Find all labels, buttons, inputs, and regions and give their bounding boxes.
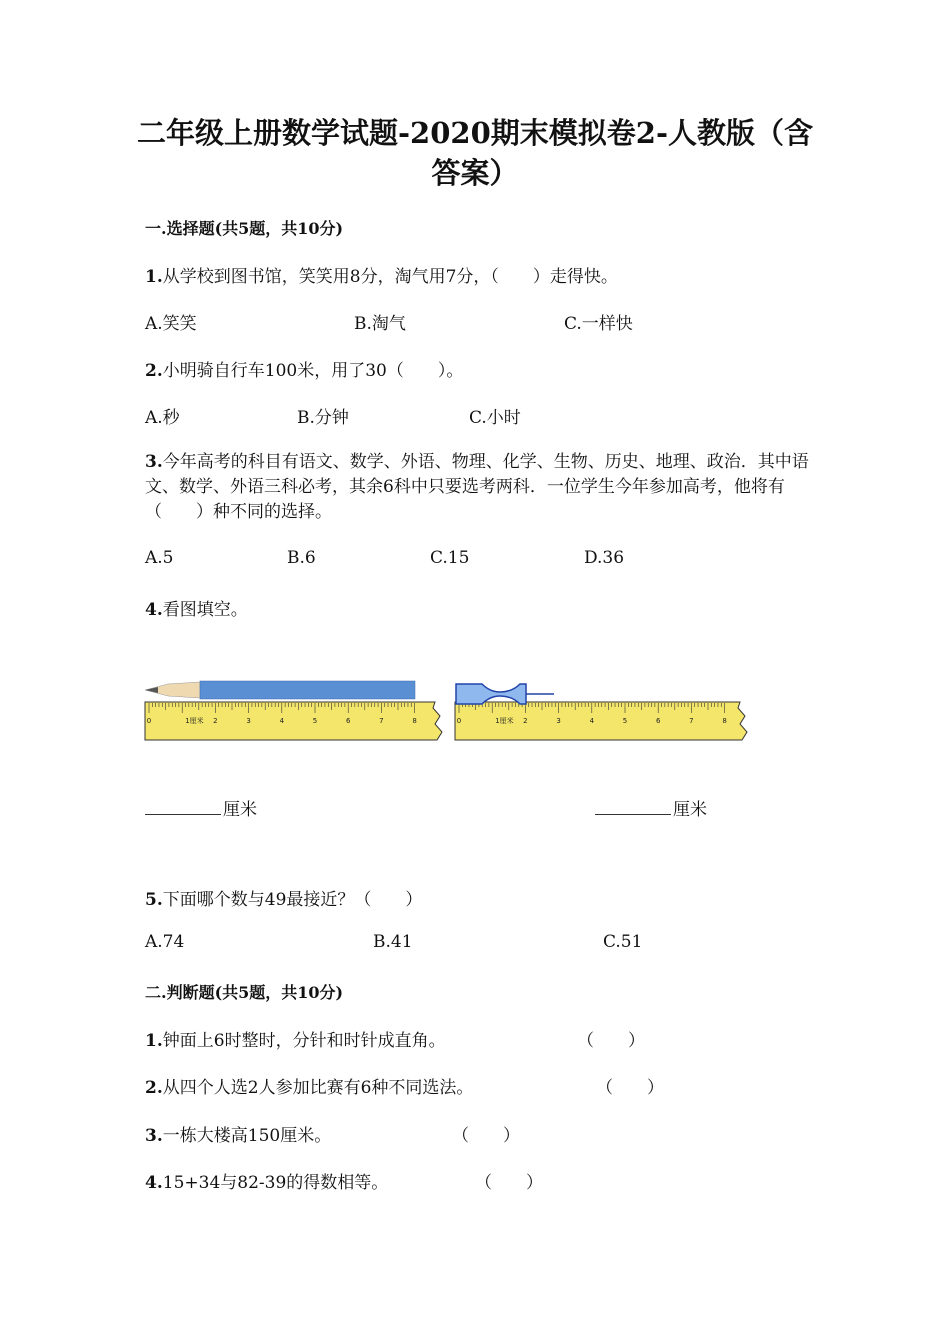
option-a: A.笑笑 <box>145 314 197 334</box>
ruler-tick-label: 5 <box>312 717 318 725</box>
question-1 <box>145 262 618 287</box>
ruler-tick-label: 4 <box>589 717 595 725</box>
option-c: C.一样快 <box>564 314 633 334</box>
judge-item-4 <box>145 1168 388 1193</box>
judge-item-3 <box>145 1121 331 1146</box>
question-4 <box>145 595 248 620</box>
option-c: C.15 <box>430 548 470 568</box>
option-c: C.小时 <box>469 408 521 428</box>
question-3 <box>145 450 810 525</box>
question-number: 5. <box>145 890 163 910</box>
ruler-figure <box>140 672 760 752</box>
option-d: D.36 <box>584 548 625 568</box>
title-line-1: 二年级上册数学试题-2020期末模拟卷2-人教版（含 <box>137 116 813 150</box>
answer-paren[interactable]: （ ） <box>452 1126 520 1146</box>
ruler-tick-label: 6 <box>345 717 351 725</box>
option-b: B.6 <box>287 548 316 568</box>
question-text: 看图填空。 <box>162 600 248 620</box>
question-number: 4. <box>145 1173 163 1193</box>
judge-item-1 <box>145 1026 446 1051</box>
option-c: C.51 <box>603 932 643 952</box>
option-b: B.41 <box>373 932 413 952</box>
ruler-tick-label: 8 <box>412 717 417 725</box>
ruler-tick-label: 7 <box>689 717 694 725</box>
blank-line[interactable] <box>145 798 221 815</box>
question-number: 2. <box>145 1078 163 1098</box>
ruler-tick-label: 6 <box>655 717 661 725</box>
ruler-tick-label: 3 <box>246 717 251 725</box>
question-number: 1. <box>145 1031 163 1051</box>
eraser-image <box>456 684 554 704</box>
ruler-tick-label: 0 <box>456 717 462 725</box>
pencil-image <box>145 681 415 699</box>
option-b: B.分钟 <box>297 408 349 428</box>
ruler-tick-label: 7 <box>379 717 384 725</box>
ruler-tick-label: 5 <box>622 717 628 725</box>
judge-item-2 <box>145 1073 473 1098</box>
unit-label: 厘米 <box>673 800 707 820</box>
question-text: 从学校到图书馆，笑笑用8分，淘气用7分，（ ）走得快。 <box>162 267 618 287</box>
question-text: 钟面上6时整时，分针和时针成直角。 <box>162 1031 446 1051</box>
ruler-tick-label: 8 <box>722 717 727 725</box>
ruler-tick-label: 1厘米 <box>495 717 514 725</box>
question-2 <box>145 356 463 381</box>
answer-paren[interactable]: （ ） <box>475 1173 543 1193</box>
right-ruler <box>455 702 747 740</box>
left-ruler <box>145 702 442 740</box>
question-text: 今年高考的科目有语文、数学、外语、物理、化学、生物、历史、地理、政治．其中语文、数学、外语三科必考，其余6科中只要选考两科．一位学生今年参加高考，他将有（ ）种不同的选择。 <box>145 452 809 522</box>
page-title <box>0 113 950 193</box>
section-1-heading: 一.选择题(共5题，共10分) <box>145 219 344 238</box>
ruler-tick-label: 3 <box>556 717 561 725</box>
question-number: 3. <box>145 452 163 472</box>
section-2-heading: 二.判断题(共5题，共10分) <box>145 983 344 1002</box>
ruler-tick-label: 4 <box>279 717 285 725</box>
question-text: 从四个人选2人参加比赛有6种不同选法。 <box>162 1078 474 1098</box>
ruler-tick-label: 2 <box>213 717 218 725</box>
question-text: 小明骑自行车100米，用了30（ ）。 <box>162 361 464 381</box>
question-number: 4. <box>145 600 163 620</box>
option-a: A.秒 <box>145 408 180 428</box>
question-text: 下面哪个数与49最接近？（ ） <box>162 890 423 910</box>
option-a: A.5 <box>145 548 174 568</box>
question-number: 1. <box>145 267 163 287</box>
ruler-tick-label: 0 <box>146 717 152 725</box>
question-5 <box>145 885 422 910</box>
question-text: 一栋大楼高150厘米。 <box>162 1126 332 1146</box>
question-number: 2. <box>145 361 163 381</box>
option-a: A.74 <box>145 932 185 952</box>
answer-blank-right <box>595 795 707 820</box>
ruler-tick-label: 2 <box>523 717 528 725</box>
ruler-tick-label: 1厘米 <box>185 717 204 725</box>
option-b: B.淘气 <box>354 314 406 334</box>
answer-blank-left <box>145 795 257 820</box>
unit-label: 厘米 <box>223 800 257 820</box>
title-line-2: 答案） <box>431 156 519 190</box>
answer-paren[interactable]: （ ） <box>596 1078 664 1098</box>
question-text: 15+34与82-39的得数相等。 <box>162 1173 389 1193</box>
question-number: 3. <box>145 1126 163 1146</box>
answer-paren[interactable]: （ ） <box>577 1031 645 1051</box>
blank-line[interactable] <box>595 798 671 815</box>
